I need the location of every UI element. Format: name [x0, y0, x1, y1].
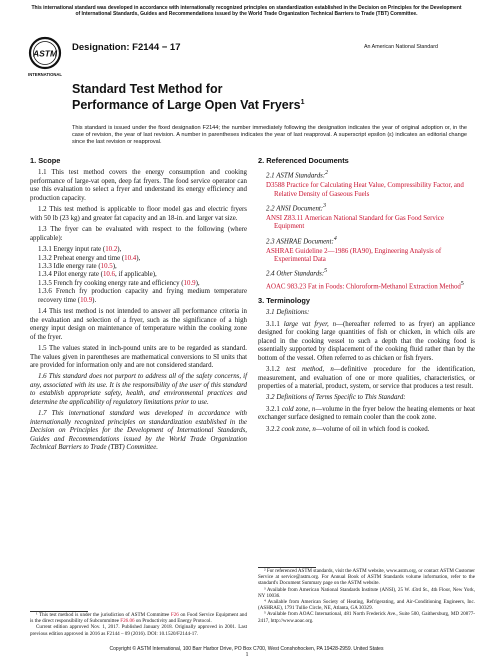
terminology-heading: 3. Terminology — [258, 295, 311, 305]
footnote-2: ² For referenced ASTM standards, visit the ASTM website, www.astm.org, or contact ASTM Customer Service at service@astm.org. For Annual Book of ASTM Standards volume information, refer to the standard's Document Summary page on the ASTM website. — [258, 568, 475, 587]
definitions-label: 3.1 Definitions: — [266, 309, 310, 317]
definition-cook-zone: 3.2.2 cook zone, n—volume of oil in which food is cooked. — [266, 425, 430, 433]
list-item: 1.3.4 Pilot energy rate (10.6, if applicable), — [38, 271, 157, 279]
committee-link[interactable]: F26 — [170, 612, 179, 618]
section-link[interactable]: 10.9 — [80, 296, 93, 304]
definition-cold-zone: 3.2.1 cold zone, n—volume in the fryer below the heating elements or heat exchanger surface designed to remain cooler than the cook zone. — [258, 405, 475, 422]
ashrae-document-label: 2.3 ASHRAE Document:$^4$ — [266, 235, 337, 246]
astm-logo — [28, 36, 62, 80]
ashrae-link[interactable]: ASHRAE Guideline 2—1986 (RA90) — [266, 247, 372, 255]
left-footnotes — [30, 611, 247, 637]
list-item: 1.3.5 French fry cooking energy rate and efficiency (10.9), — [38, 279, 200, 287]
paragraph-1-2: 1.2 This test method is applicable to floor model gas and electric fryers with 50 lb (23 kg) and greater fat capacity and an 18-in. and larger vat size. — [30, 206, 247, 222]
footnote-5: ⁵ Available from AOAC International, 481 North Frederick Ave., Suite 500, Gaithersburg, MD 20877-2417, http://www.aoac.org. — [258, 611, 475, 624]
ansi-link[interactable]: ANSI Z83.11 — [266, 214, 304, 222]
section-link[interactable]: 10.6 — [102, 271, 115, 279]
section-link[interactable]: 10.9 — [183, 279, 196, 287]
footnote-1-edition: Current edition approved Nov. 1, 2017. Published January 2018. Originally approved in 2001. Last previous edition approved in 2016 as F2144 – 09 (2016). DOI: 10.1520/F2144-17. — [30, 624, 247, 637]
footnote-3: ³ Available from American National Standards Institute (ANSI), 25 W. 43rd St., 4th Floor, New York, NY 10036. — [258, 586, 475, 599]
svg-text:INTERNATIONAL: INTERNATIONAL — [28, 72, 62, 77]
evaluation-list — [30, 246, 247, 305]
list-item: 1.3.2 Preheat energy and time (10.4), — [38, 254, 141, 262]
top-notice: This international standard was developed in accordance with internationally recognized principles on standardization established in the Decision on Principles for the Development of International Standards, Guides and Recommendations issued by the World Trade Organization Technical Barriers to Trade (TBT) Committee. — [31, 5, 462, 17]
section-link[interactable]: 10.5 — [100, 262, 113, 270]
copyright-footer: Copyright © ASTM International, 100 Barr Harbor Drive, PO Box C700, West Conshohocken, PA 19428-2959. United States — [109, 646, 384, 652]
reference-aoac: AOAC 983.23 Fat in Foods: Chloroform-Methanol Extraction Method$^5$ — [266, 281, 464, 291]
reference-ansi: ANSI Z83.11 American National Standard for Gas Food Service Equipment — [266, 214, 444, 231]
list-item: 1.3.1 Energy input rate (10.2), — [38, 246, 122, 254]
footnote-4: ⁴ Available from American Society of Heating, Refrigerating, and Air-Conditioning Engineers, Inc. (ASHRAE), 1791 Tullie Circle, NE, Atlanta, GA 30329. — [258, 599, 475, 612]
right-column — [258, 157, 475, 437]
definition-large-vat-fryer: 3.1.1 large vat fryer, n—(hereafter referred to as fryer) an appliance designed for cooking large quantities of fish or chicken, in which oils are placed in the cooking vessel to such a depth that the cooking food is essentially supported by displacement of the cooking fluid rather than by the bottom of the vessel. Often referred to as chicken or fish fryers. — [258, 320, 475, 362]
reference-ashrae: ASHRAE Guideline 2—1986 (RA90), Engineering Analysis of Experimental Data — [266, 247, 442, 263]
document-title — [72, 82, 432, 112]
title-footnote-mark[interactable]: 1 — [300, 99, 305, 106]
designation: Designation: F2144 − 17 — [72, 42, 181, 53]
subcommittee-link[interactable]: F26.06 — [120, 618, 135, 625]
aoac-link[interactable]: AOAC 983.23 — [266, 283, 307, 291]
paragraph-1-7: 1.7 This international standard was developed in accordance with internationally recognized principles on standardization established in the Decision on Principles for the Development of International Standards, Guides and Recommendations issued by the World Trade Organization Technical Barriers to Trade (TBT) Committee. — [30, 410, 247, 452]
scope-heading: 1. Scope — [30, 156, 61, 165]
svg-text:ASTM: ASTM — [32, 48, 58, 59]
title-line-1: Standard Test Method for — [72, 82, 223, 96]
left-column — [30, 157, 247, 456]
paragraph-1-5: 1.5 The values stated in inch-pound units are to be regarded as standard. The values given in parentheses are mathematical conversions to SI units that are provided for information only and are not considered standard. — [30, 345, 247, 369]
section-link[interactable]: 10.4 — [124, 254, 137, 262]
other-standards-label: 2.4 Other Standards:$^5$ — [266, 268, 327, 278]
paragraph-1-1: 1.1 This test method covers the energy consumption and cooking performance of large-vat open, deep fat fryers. The food service operator can use this evaluation to select a fryer and understand its energy efficiency and production capacity. — [30, 169, 247, 202]
issuance-note: This standard is issued under the fixed designation F2144; the number immediately following the designation indicates the year of original adoption or, in the case of revision, the year of last revision. A number in parentheses indicates the year of last reapproval. A superscript epsilon (ε) indicates an editorial change since the last revision or reapproval. — [72, 125, 467, 145]
right-footnotes — [258, 567, 475, 624]
page-number: 1 — [245, 652, 249, 658]
referenced-documents-heading: 2. Referenced Documents — [258, 156, 349, 165]
ansi-document-label: 2.2 ANSI Document:$^3$ — [266, 203, 326, 213]
definition-test-method: 3.1.2 test method, n—definitive procedure for the identification, measurement, and evaluation of one or more qualities, characteristics, or properties of a material, product, system, or service that produces a test result. — [258, 366, 475, 390]
astm-standards-label: 2.1 ASTM Standards:$^2$ — [266, 170, 329, 180]
list-item: 1.3.3 Idle energy rate (10.5), — [38, 262, 117, 270]
paragraph-1-3: 1.3 The fryer can be evaluated with respect to the following (where applicable): — [30, 226, 247, 242]
paragraph-1-6: 1.6 This standard does not purport to address all of the safety concerns, if any, associated with its use. It is the responsibility of the user of this standard to establish appropriate safety, health, and environmental practices and determine the applicability of regulatory limitations prior to use. — [30, 373, 247, 406]
reference-d3588: D3588 Practice for Calculating Heat Value, Compressibility Factor, and Relative Density of Gaseous Fuels — [266, 182, 464, 198]
title-line-2: Performance of Large Open Vat Fryers$^1$ — [72, 98, 305, 113]
section-link[interactable]: 10.2 — [105, 246, 118, 254]
d3588-link[interactable]: D3588 — [266, 182, 285, 190]
specific-definitions-label: 3.2 Definitions of Terms Specific to This Standard: — [266, 394, 406, 402]
paragraph-1-4: 1.4 This test method is not intended to answer all performance criteria in the evaluation and selection of a fryer, such as the significance of a high energy input design on maintenance of temperature within the cooking zone of the fryer. — [30, 308, 247, 341]
american-national-standard-label: An American National Standard — [364, 44, 438, 50]
list-item: 1.3.6 French fry production capacity and frying medium temperature recovery time (10.9). — [38, 288, 247, 304]
footnote-1: ¹ This test method is under the jurisdiction of ASTM Committee F26 on Food Service Equipment and is the direct responsibility of Subcommittee F26.06 on Productivity and Energy Protocol. — [30, 612, 247, 625]
